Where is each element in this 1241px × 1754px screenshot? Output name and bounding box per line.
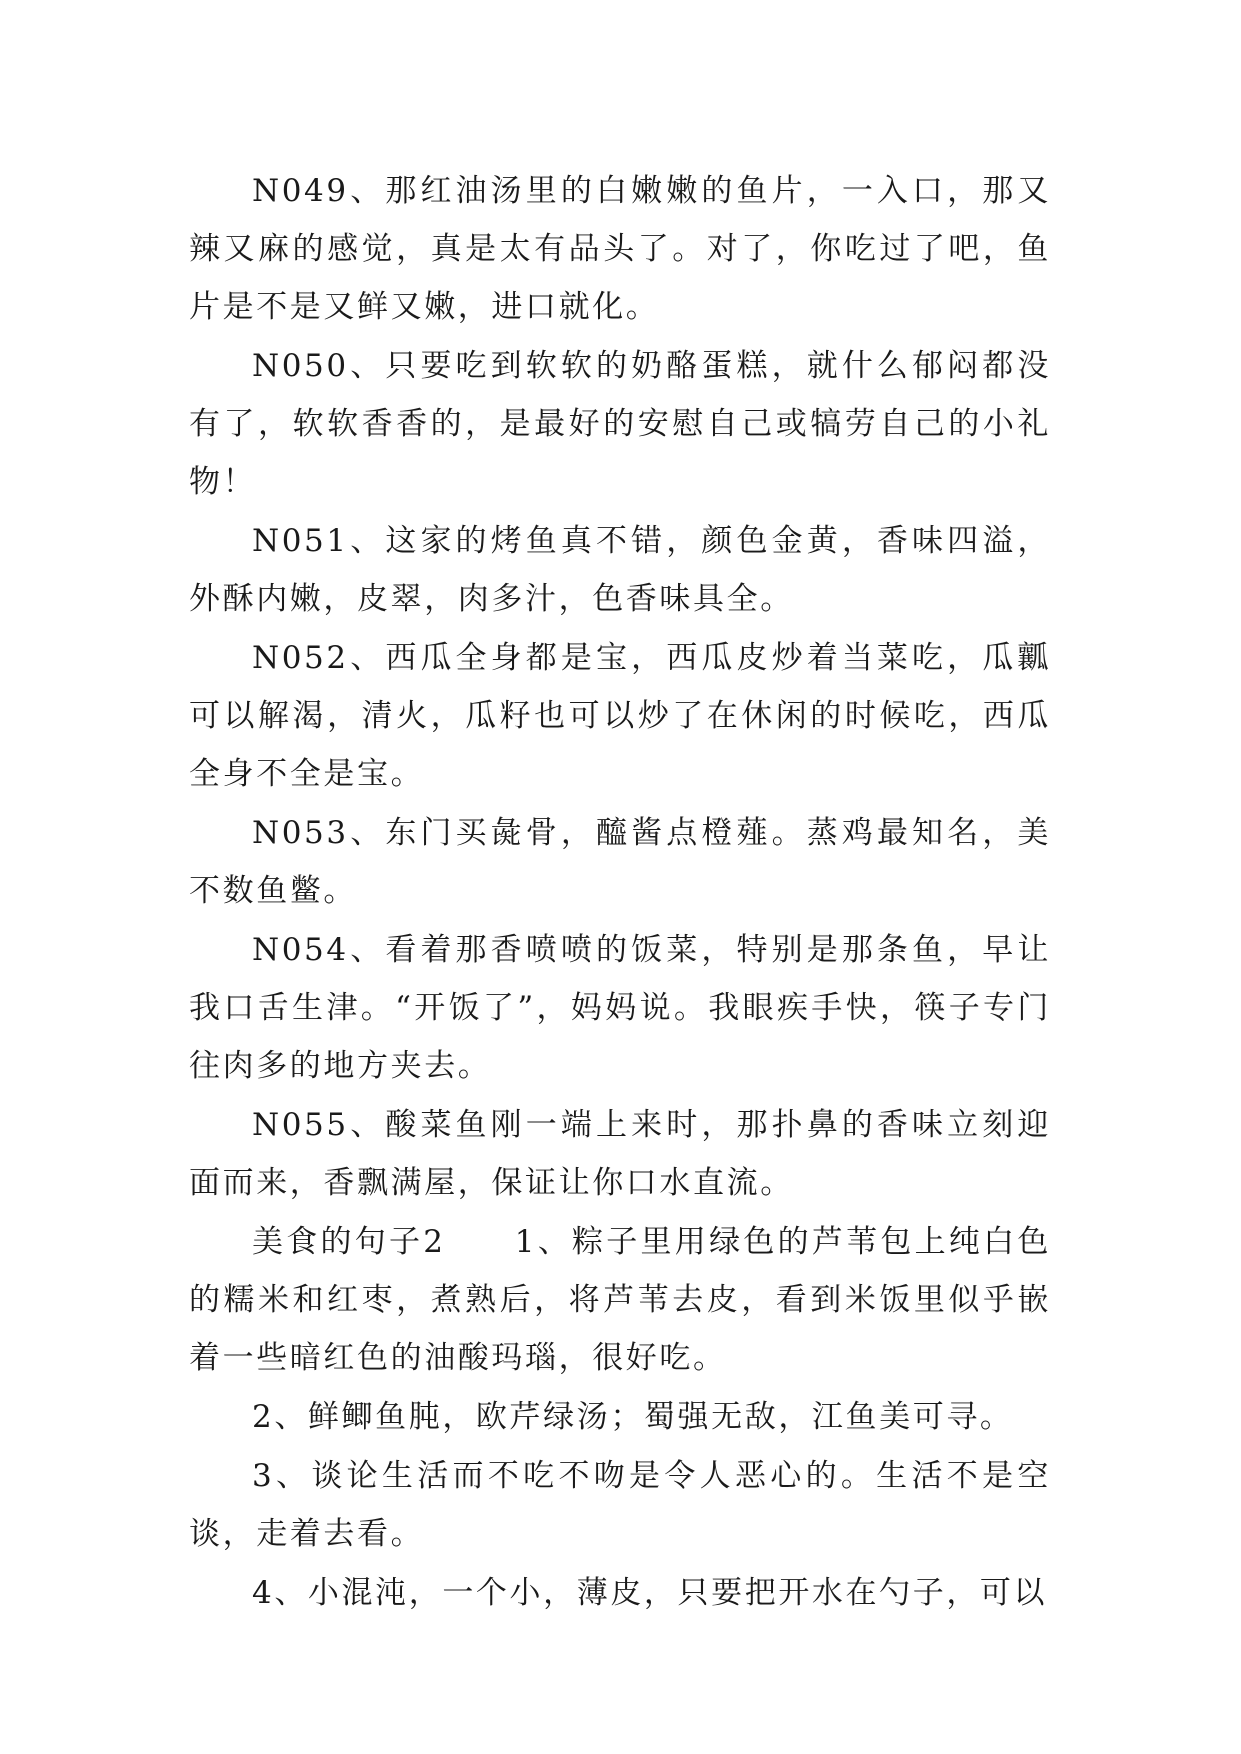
paragraph-item-4: 4、小混沌，一个小，薄皮，只要把开水在勺子，可以 (252, 1575, 1048, 1611)
paragraph-n054: N054、看着那香喷喷的饭菜，特别是那条鱼，早让我口舌生津。“开饭了”，妈妈说。我眼疾手快，筷子专门往肉多的地方夹去。 (189, 932, 1051, 1084)
paragraph-n049: N049、那红油汤里的白嫩嫩的鱼片，一入口，那又辣又麻的感觉，真是太有品头了。对了，你吃过了吧，鱼片是不是又鲜又嫩，进口就化。 (189, 173, 1051, 325)
paragraph-n053: N053、东门买彘骨，醯酱点橙薤。蒸鸡最知名，美不数鱼鳖。 (189, 815, 1051, 909)
paragraph-n055: N055、酸菜鱼刚一端上来时，那扑鼻的香味立刻迎面而来，香飘满屋，保证让你口水直流。 (189, 1107, 1051, 1201)
paragraph-section-2-item-1: 美食的句子2 1、粽子里用绿色的芦苇包上纯白色的糯米和红枣，煮熟后，将芦苇去皮，看到米饭里似乎嵌着一些暗红色的油酸玛瑙，很好吃。 (189, 1224, 1051, 1376)
paragraph-n052: N052、西瓜全身都是宝，西瓜皮炒着当菜吃，瓜瓤可以解渴，清火，瓜籽也可以炒了在休闲的时候吃，西瓜全身不全是宝。 (189, 640, 1051, 792)
paragraph-item-2: 2、鲜鲫鱼肫，欧芹绿汤；蜀强无敌，江鱼美可寻。 (252, 1399, 1014, 1435)
paragraph-n050: N050、只要吃到软软的奶酪蛋糕，就什么郁闷都没有了，软软香香的，是最好的安慰自己或犒劳自己的小礼物！ (189, 348, 1051, 500)
document-body (189, 162, 1051, 1623)
paragraph-n051: N051、这家的烤鱼真不错，颜色金黄，香味四溢，外酥内嫩，皮翠，肉多汁，色香味具全。 (189, 523, 1051, 617)
paragraph-item-3: 3、谈论生活而不吃不吻是令人恶心的。生活不是空谈，走着去看。 (189, 1458, 1051, 1552)
